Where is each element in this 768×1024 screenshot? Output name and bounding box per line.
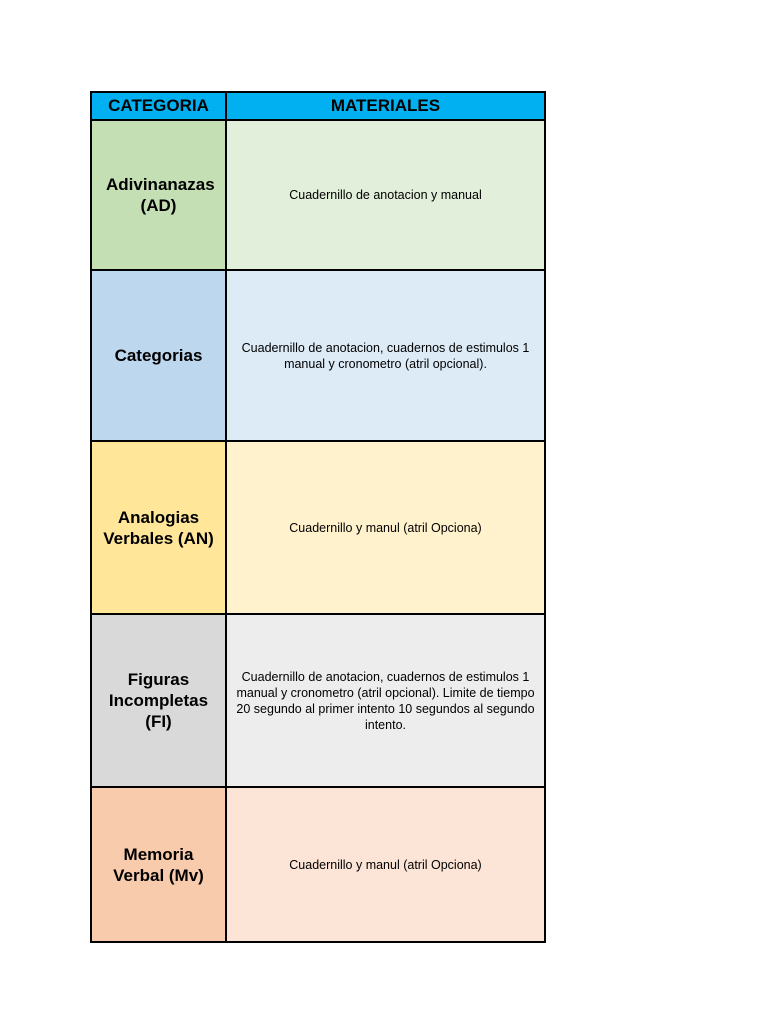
header-row (91, 92, 545, 120)
table-row (91, 787, 545, 942)
materials-cell: Cuadernillo de anotacion, cuadernos de estimulos 1 manual y cronometro (atril opcional). (226, 270, 545, 441)
category-cell: Figuras Incompletas (FI) (91, 614, 226, 787)
table-row (91, 120, 545, 270)
table-row (91, 270, 545, 441)
category-cell: Analogias Verbales (AN) (91, 441, 226, 614)
materials-cell: Cuadernillo de anotacion y manual (226, 120, 545, 270)
materials-cell: Cuadernillo y manul (atril Opciona) (226, 787, 545, 942)
materials-table (90, 91, 546, 943)
category-cell: Categorias (91, 270, 226, 441)
category-cell: Memoria Verbal (Mv) (91, 787, 226, 942)
category-cell: Adivinanazas (AD) (91, 120, 226, 270)
table-row (91, 614, 545, 787)
header-categoria: CATEGORIA (91, 92, 226, 120)
header-materiales: MATERIALES (226, 92, 545, 120)
materials-cell: Cuadernillo y manul (atril Opciona) (226, 441, 545, 614)
materials-cell: Cuadernillo de anotacion, cuadernos de estimulos 1 manual y cronometro (atril opcional). Limite de tiempo 20 segundo al primer intento 10 segundos al segundo intento. (226, 614, 545, 787)
table-row (91, 441, 545, 614)
